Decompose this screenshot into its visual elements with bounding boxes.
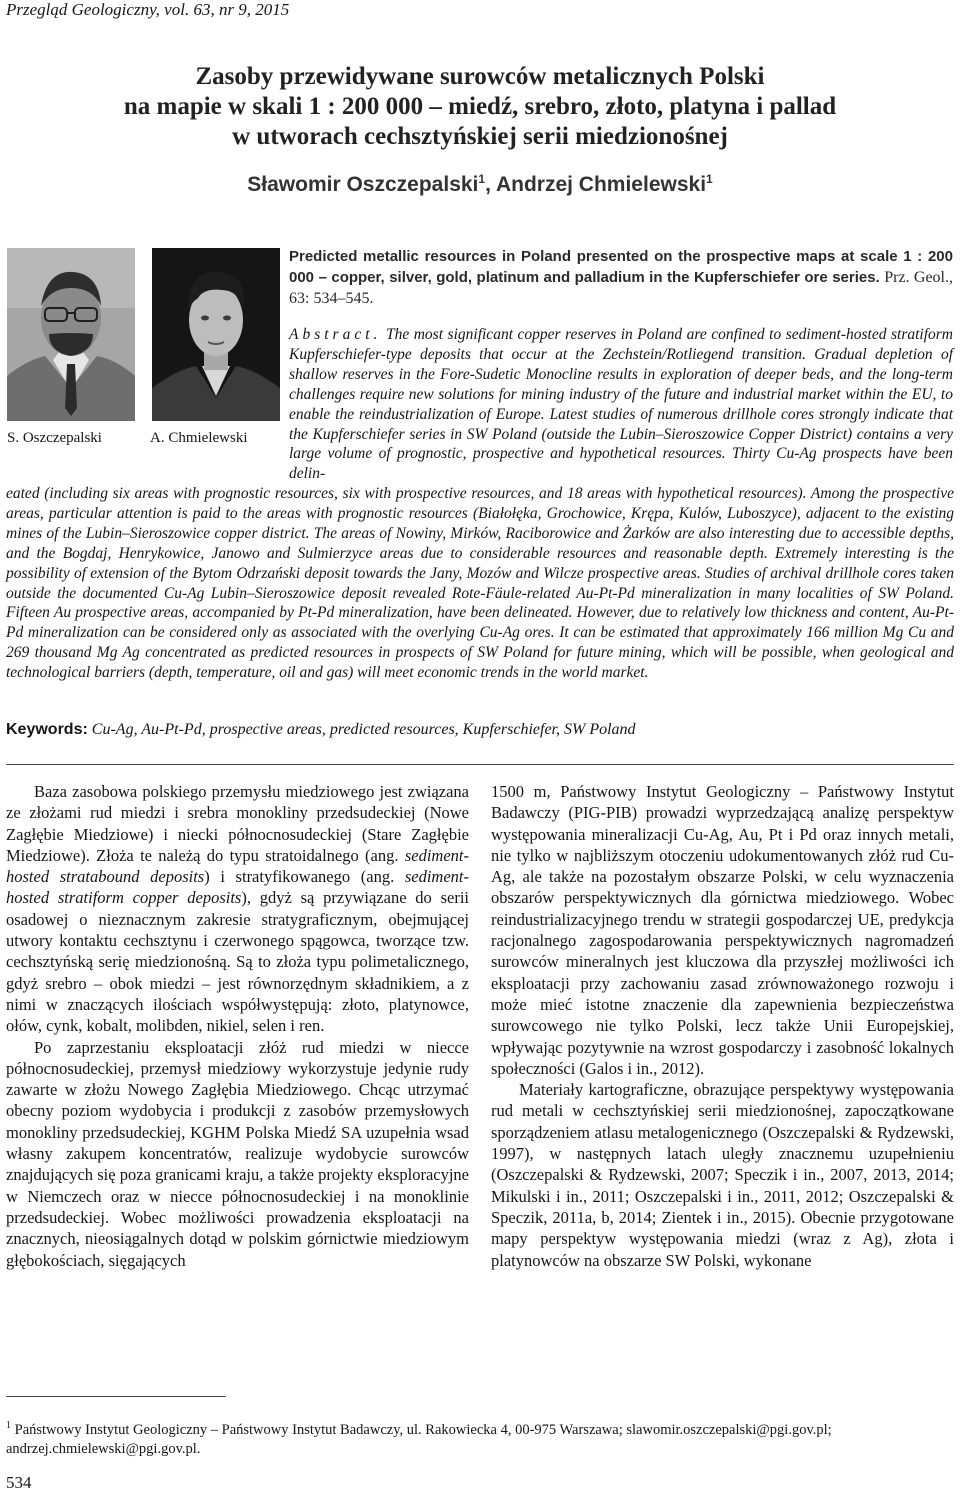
left-column <box>6 781 469 1271</box>
english-title: Predicted metallic resources in Poland presented on the prospective maps at scale 1 : 200 000 – copper, silver, gold, platinum and palladium in the Kupferschiefer ore series. <box>289 248 953 286</box>
paragraph <box>6 781 469 1037</box>
author-photo-chmielewski <box>152 248 280 421</box>
author-photo-oszczepalski <box>7 248 135 421</box>
author-name: Sławomir Oszczepalski <box>247 173 479 196</box>
photo-caption: A. Chmielewski <box>150 430 248 446</box>
keywords-text: Cu-Ag, Au-Pt-Pd, prospective areas, predicted resources, Kupferschiefer, SW Poland <box>91 721 636 738</box>
text-run: ), gdyż są przywiązane do serii osadowej o nieznacznym zakresie stratygraficznym, obejmującej utwory kontaktu cechsztynu i czerwonego spągowca, tworzące tzw. cechsztyńską serię miedzionośną. Są to złoża typu polimetalicznego, gdyż srebro – obok miedzi – jest równorzędnym składnikiem, a z nimi w znaczących ilościach współwystępują: złoto, platynowce, ołów, cynk, kobalt, molibden, nikiel, selen i ren. <box>6 888 469 1036</box>
title-line: w utworach cechsztyńskiej serii miedzionośnej <box>232 123 728 150</box>
english-reference <box>289 246 953 309</box>
abstract-text: The most significant copper reserves in Poland are confined to sediment-hosted stratiform Kupferschiefer-type deposits that occur at the Zechstein/Rotliegend transition. Gradual depletion of shallow reserves in the Fore-Sudetic Monocline results in exploration of deeper beds, and the long-term challenges require new solutions for mining industry of the future and industrial market within the EU, to enable the reindustrialization of Europe. Latest studies of numerous drillhole cores strongly indicate that the Kupferschiefer series in SW Poland (outside the Lubin–Sieroszowice Copper District) contains a very large volume of prognostic, prospective and hypothetical resources. Thirty Cu-Ag prospects have been delin- <box>289 326 954 483</box>
authors-line <box>0 172 960 197</box>
affiliation-marker: 1 <box>478 172 486 186</box>
paragraph: Po zaprzestaniu eksploatacji złóż rud miedzi w niecce północnosudeckiej, przemysł miedziowy wykorzystuje jedynie rudy zawarte w złożu Nowego Zagłębia Miedziowego. Chcąc utrzymać obecny poziom wydobycia i produkcji z zasobów przemysłowych monokliny przedsudeckiej, KGHM Polska Miedź SA uzupełnia wsad własny zakupem koncentratów, realizuje wydobycie surowców znajdujących się poza granicami kraju, a także projekty eksploracyjne w Niemczech oraz w niecce północnosudeckiej i na monoklinie przedsudeckiej. Wobec możliwości prowadzenia eksploatacji na znacznych, nieosiągalnych dotąd w polskim górnictwie miedziowym głębokościach, sięgających <box>6 1037 469 1270</box>
keywords <box>6 721 636 739</box>
article-title <box>0 62 960 152</box>
footnote-marker: 1 <box>6 1420 11 1431</box>
footnote <box>6 1416 956 1459</box>
term-english: sediment-hosted stratabound deposits <box>6 845 469 887</box>
journal-header: Przegląd Geologiczny, vol. 63, nr 9, 2015 <box>6 0 290 19</box>
photo-caption: S. Oszczepalski <box>7 430 102 446</box>
title-line: na mapie w skali 1 : 200 000 – miedź, srebro, złoto, platyna i pallad <box>123 93 837 120</box>
text-run: Baza zasobowa polskiego przemysłu miedziowego jest związana ze złożami rud miedzi i srebra monokliny przedsudeckiej (Nowe Zagłębie Miedziowe) i niecki północnosudeckiej (Stare Zagłębie Miedziowe). Złoża te należą do typu stratoidalnego (ang. <box>6 782 469 865</box>
abstract-label: Abstract. <box>289 326 382 343</box>
portrait-image <box>152 248 280 421</box>
paragraph: Materiały kartograficzne, obrazujące perspektywy występowania rud metali w cechsztyńskiej serii miedzionośnej, zapoczątkowane sporządzeniem atlasu metalogenicznego (Oszczepalski & Rydzewski, 1997), w następnych latach uległy znacznemu uzupełnieniu (Oszczepalski & Rydzewski, 2007; Speczik i in., 2007, 2013, 2014; Mikulski i in., 2011; Oszczepalski i in., 2011, 2012; Oszczepalski & Speczik, 2011a, b, 2014; Zientek i in., 2015). Obecnie przygotowane mapy perspektyw występowania miedzi (wraz z Ag), złota i platynowców na obszarze SW Polski, wykonane <box>491 1080 954 1270</box>
term-english: sediment-hosted stratiform copper deposits <box>6 867 469 908</box>
footnote-text: Państwowy Instytut Geologiczny – Państwowy Instytut Badawczy, ul. Rakowiecka 4, 00-975 Warszawa; slawomir.oszczepalski@pgi.gov.pl; andrzej.chmielewski@pgi.gov.pl. <box>6 1421 832 1457</box>
right-column <box>491 781 954 1271</box>
footnote-divider <box>6 1396 226 1397</box>
title-line: Zasoby przewidywane surowców metalicznych Polski <box>195 63 765 90</box>
portrait-image <box>7 248 135 421</box>
citation: Prz. Geol., 63: 534–545. <box>289 269 953 307</box>
keywords-label: Keywords: <box>6 721 88 738</box>
abstract-part1 <box>289 325 953 484</box>
paragraph: 1500 m, Państwowy Instytut Geologiczny – Państwowy Instytut Badawczy (PIG-PIB) prowadzi wyprzedzającą analizę perspektyw występowania mineralizacji Cu-Ag, Au, Pt i Pd oraz innych metali, nie tylko w najbliższym otoczeniu udokumentowanych złóż rud Cu-Ag, ale także na pozostałym obszarze Polski, w celu wyznaczenia obszarów perspektywicznych dla górnictwa miedziowego. Wobec reindustrializacyjnego trendu w strategii gospodarczej UE, predykcja racjonalnego zagospodarowania perspektywicznych nagromadzeń surowców mineralnych jest kluczowa dla przyszłej możliwości ich eksploatacji przy zachowaniu zasad zrównoważonego rozwoju i może mieć istotne znaczenie dla zapewnienia bezpieczeństwa surowcowego nie tylko Polski, lecz także Unii Europejskiej, wpływając pozytywnie na wzrost gospodarczy i zasobność lokalnych społeczności (Galos i in., 2012). <box>491 782 954 1078</box>
affiliation-marker: 1 <box>706 172 713 186</box>
page-number: 534 <box>6 1473 32 1492</box>
section-divider <box>6 764 954 765</box>
author-separator: , <box>485 173 496 196</box>
abstract-part2: eated (including six areas with prognostic resources, six with prospective resources, and 18 areas with hypothetical resources). Among the prospective areas, particular attention is paid to the areas with prognostic resources (Białołęka, Grochowice, Krępa, Kulów, Luboszyce), adjacent to the existing mines of the Lubin–Sieroszowice copper district. The areas of Nowiny, Mirków, Raciborowice and Żarków are also interesting due to accessible depths, and the Bogdaj, Henrykowice, Janowo and Sulmierzyce areas due to considerable resources and reasonable depth. Extremely interesting is the possibility of extension of the Bytom Odrzański deposit towards the Jany, Mozów and Wilcze prospective areas. Studies of archival drillhole cores taken outside the documented Cu-Ag Lubin–Sieroszowice deposit revealed Rote-Fäule-related Au-Pt-Pd mineralization in many localities of SW Poland. Fifteen Au prospective areas, accompanied by Pt-Pd mineralization, have been delineated. However, due to relatively low thickness and content, Au-Pt-Pd mineralization can be considered only as associated with the overlying Cu-Ag ores. It can be estimated that approximately 166 million Mg Cu and 269 thousand Mg Ag concentrated as predicted resources in prospects of SW Poland for future mining, which will be possible, when geological and technological barriers (depth, temperature, oil and gas) will meet economic trends in the world market. <box>6 485 954 682</box>
author-name: Andrzej Chmielewski <box>495 173 707 196</box>
text-run: ) i stratyfikowanego (ang. <box>204 867 405 887</box>
